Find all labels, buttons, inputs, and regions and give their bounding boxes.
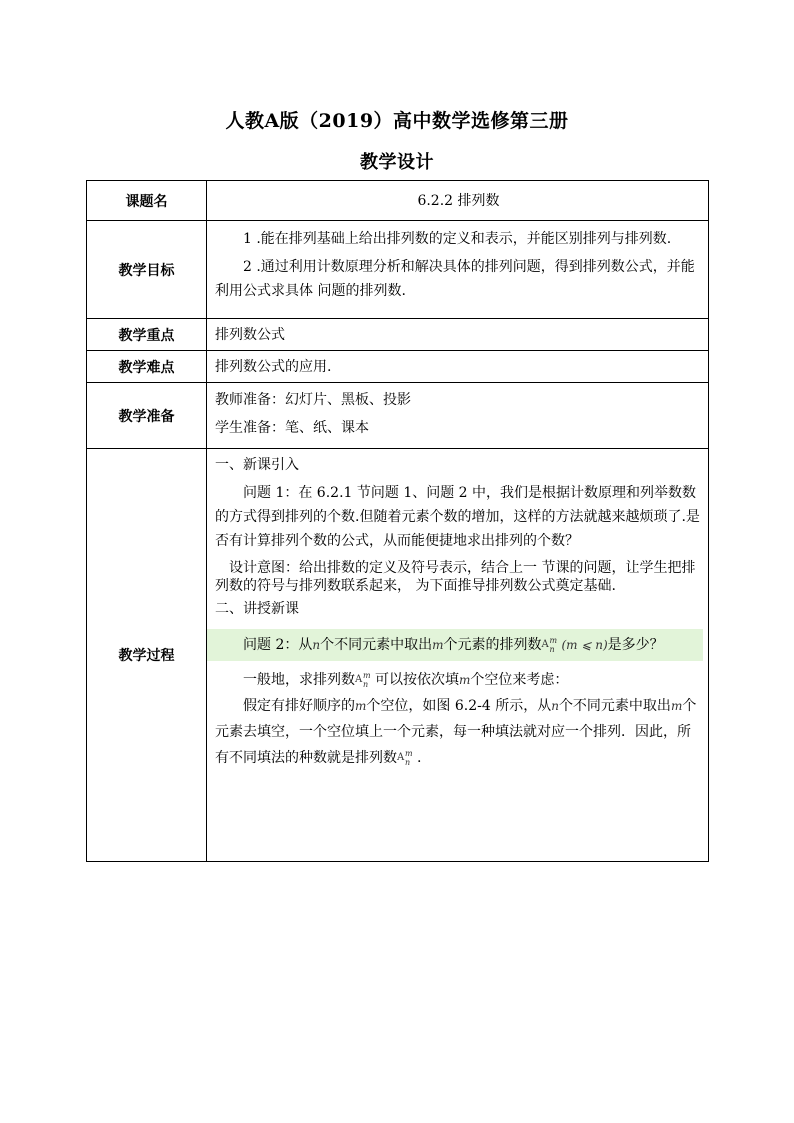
perm-symbol: A m n bbox=[355, 671, 371, 689]
row-key-points bbox=[87, 319, 709, 351]
q2-text-d: 是多少？ bbox=[607, 637, 664, 653]
document-subtitle: 教学设计 bbox=[360, 152, 434, 173]
section-heading-1: 一、新课引入 bbox=[215, 457, 299, 473]
var-n: n bbox=[551, 699, 559, 713]
row-difficulties bbox=[87, 351, 709, 383]
design-intent: 设计意图：给出排数的定义及符号表示，结合上一 节课的问题，让学生把排列数的符号与排列数联系起来， 为下面推导排列数公式奠定基础. bbox=[215, 560, 696, 594]
question-2-highlight bbox=[207, 629, 703, 661]
student-preparation: 学生准备：笔、纸、课本 bbox=[215, 420, 369, 436]
label-difficulties: 教学难点 bbox=[87, 351, 207, 383]
row-preparation bbox=[87, 383, 709, 449]
section-heading-2: 二、讲授新课 bbox=[215, 601, 299, 617]
var-m: m bbox=[459, 673, 471, 687]
label-preparation: 教学准备 bbox=[87, 383, 207, 449]
var-m: m bbox=[670, 699, 683, 713]
preparation-content bbox=[207, 383, 709, 449]
q2-text-b: 个不同元素中取出 bbox=[320, 637, 433, 653]
condition-m-le-n: (m ⩽ n) bbox=[561, 638, 608, 652]
label-process: 教学过程 bbox=[87, 449, 207, 862]
process-content bbox=[207, 449, 709, 862]
var-m: m bbox=[432, 638, 444, 652]
goal-item-1: 1 .能在排列基础上给出排列数的定义和表示，并能区别排列与排列数. bbox=[243, 231, 672, 247]
key-points-value: 排列数公式 bbox=[207, 319, 709, 351]
var-n: n bbox=[312, 638, 321, 652]
q2-text-c: 个元素的排列数 bbox=[443, 637, 542, 653]
row-goals bbox=[87, 221, 709, 319]
label-topic: 课题名 bbox=[87, 181, 207, 221]
goals-content bbox=[207, 221, 709, 319]
label-key-points: 教学重点 bbox=[87, 319, 207, 351]
question-1: 问题 1：在 6.2.1 节问题 1、问题 2 中，我们是根据计数原理和列举数数的方式得到排列的个数.但随着元素个数的增加，这样的方法就越来越烦琐了.是否有计算排列个数的公式，从而能便捷地求出排列的个数？ bbox=[215, 485, 700, 549]
goal-item-2: 2 .通过利用计数原理分析和解决具体的排列问题，得到排列数公式，并能利用公式求具体 问题的排列数. bbox=[215, 259, 695, 299]
paragraph-2: 假定有排好顺序的m个空位，如图 6.2-4 所示，从n个不同元素中取出m个元素去填空，一个空位填上一个元素，每一种填法就对应一个排列．因此，所有不同填法的种数就是排列数 A m n . bbox=[215, 698, 697, 767]
paragraph-1: 一般地，求排列数 A m n 可以按依次填m个空位来考虑： bbox=[215, 667, 702, 693]
teacher-preparation: 教师准备：幻灯片、黑板、投影 bbox=[215, 392, 411, 408]
lesson-plan-table bbox=[86, 180, 709, 862]
perm-symbol: A m n bbox=[397, 749, 413, 767]
row-topic bbox=[87, 181, 709, 221]
var-m: m bbox=[355, 699, 367, 713]
label-goals: 教学目标 bbox=[87, 221, 207, 319]
difficulties-value: 排列数公式的应用. bbox=[207, 351, 709, 383]
question-2 bbox=[215, 633, 697, 657]
document-title: 人教A版（2019）高中数学选修第三册 bbox=[225, 110, 569, 132]
perm-symbol: A m n bbox=[541, 636, 558, 654]
row-process bbox=[87, 449, 709, 862]
q2-text-a: 问题 2：从 bbox=[243, 637, 313, 653]
topic-value: 6.2.2 排列数 bbox=[207, 181, 709, 221]
